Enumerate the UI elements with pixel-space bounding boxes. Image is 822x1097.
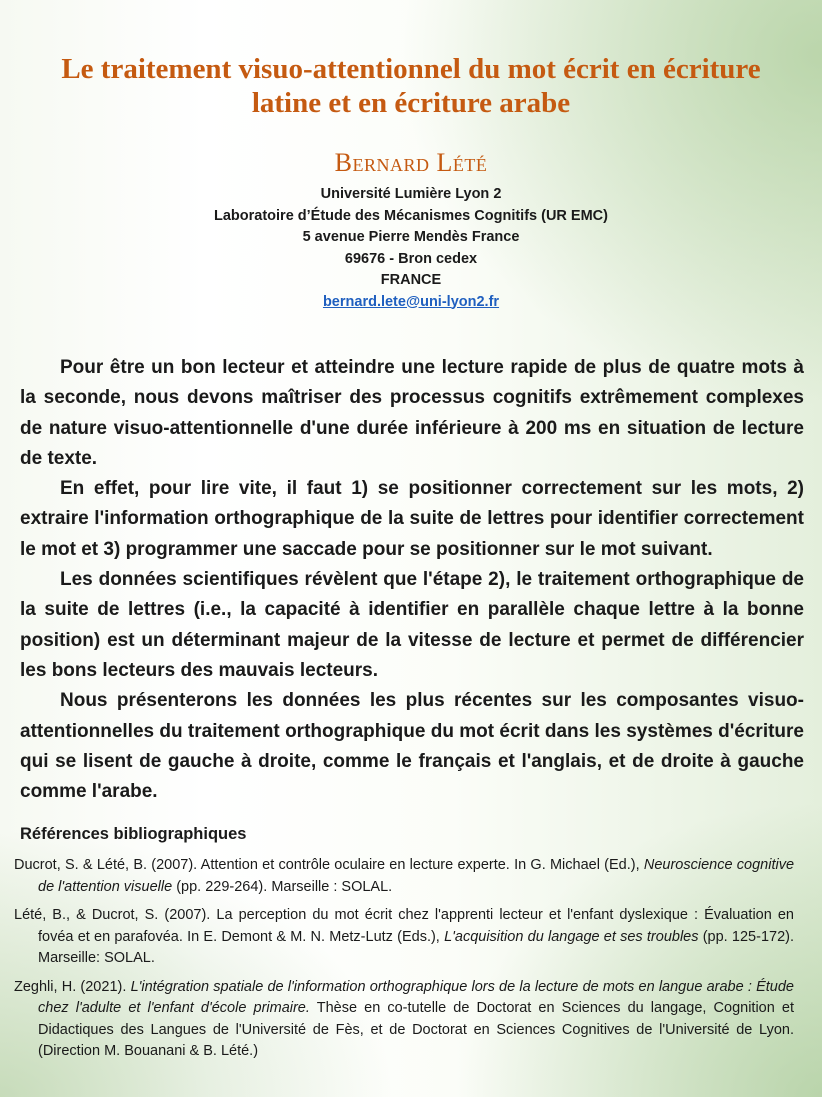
title-line-2: latine et en écriture arabe xyxy=(251,87,571,119)
affiliation-block xyxy=(0,184,822,313)
page-title xyxy=(30,52,792,120)
email-link[interactable]: bernard.lete@uni-lyon2.fr xyxy=(322,293,500,310)
references-list xyxy=(14,855,794,1070)
reference-text: (pp. 229-264). Marseille : SOLAL. xyxy=(172,878,393,895)
reference-title: Neuroscience cognitive de l'attention visuelle xyxy=(38,857,795,895)
city: 69676 - Bron cedex xyxy=(344,250,478,267)
references-heading: Références bibliographiques xyxy=(20,825,247,843)
university: Université Lumière Lyon 2 xyxy=(320,186,502,202)
reference-title: L'acquisition du langage et ses troubles xyxy=(444,928,699,945)
reference-text: Zeghli, H. (2021). xyxy=(14,978,131,995)
reference-item xyxy=(14,977,794,1063)
street-address: 5 avenue Pierre Mendès France xyxy=(302,229,520,245)
reference-item xyxy=(14,905,794,970)
title-line-1: Le traitement visuo-attentionnel du mot écrit en écriture xyxy=(61,53,761,85)
country: FRANCE xyxy=(380,272,442,288)
abstract-paragraph: Les données scientifiques révèlent que l'étape 2), le traitement orthographique de la suite de lettres (i.e., la capacité à identifier en parallèle chaque lettre à la bonne position) est un déterminant majeur de la vitesse de lecture et permet de différencier les bons lecteurs des mauvais lecteurs. xyxy=(20,569,804,681)
author-name: Bernard Lété xyxy=(334,148,488,177)
reference-title: L'intégration spatiale de l'information orthographique lors de la lecture de mots en langue arabe : Étude chez l'adulte et l'enfant d'école primaire. xyxy=(38,978,794,1016)
reference-text: (pp. 125-172). Marseille: SOLAL. xyxy=(38,928,794,966)
reference-item xyxy=(14,855,794,898)
reference-text: Thèse en co-tutelle de Doctorat en Sciences du langage, Cognition et Didactiques des Langues de l'Université de Fès, et de Doctorat en Sciences Cognitives de l'Université de Lyon. (Direction M. Bouanani & B. Lété.) xyxy=(38,1000,794,1059)
abstract-paragraph: En effet, pour lire vite, il faut 1) se positionner correctement sur les mots, 2) extraire l'information orthographique de la suite de lettres pour identifier correctement le mot et 3) programmer une saccade pour se positionner sur le mot suivant. xyxy=(20,478,804,560)
reference-text: Lété, B., & Ducrot, S. (2007). La perception du mot écrit chez l'apprenti lecteur et l'enfant dyslexique : Évaluation en fovéa et en parafovéa. In E. Demont & M. N. Metz-Lutz (Eds.), xyxy=(14,907,794,945)
abstract-paragraph: Nous présenterons les données les plus récentes sur les composantes visuo-attentionnelles du traitement orthographique du mot écrit dans les systèmes d'écriture qui se lisent de gauche à droite, comme le français et l'anglais, et de droite à gauche comme l'arabe. xyxy=(20,690,804,803)
abstract-body xyxy=(20,353,804,807)
reference-text: Ducrot, S. & Lété, B. (2007). Attention et contrôle oculaire en lecture experte. In G. Michael (Ed.), xyxy=(14,857,644,873)
laboratory: Laboratoire d’Étude des Mécanismes Cognitifs (UR EMC) xyxy=(214,207,608,224)
abstract-paragraph: Pour être un bon lecteur et atteindre une lecture rapide de plus de quatre mots à la seconde, nous devons maîtriser des processus cognitifs extrêmement complexes de nature visuo-attentionnelle d'une durée inférieure à 200 ms en situation de lecture de texte. xyxy=(20,357,804,469)
